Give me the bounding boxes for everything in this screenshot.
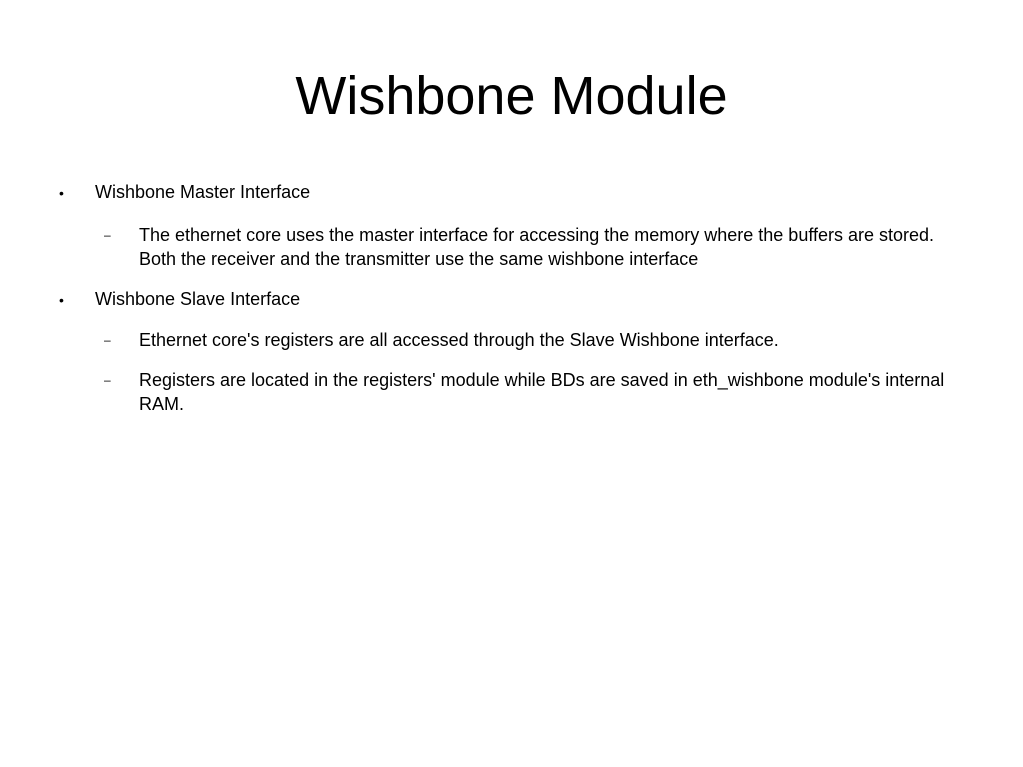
sub-bullet-text: Registers are located in the registers' module while BDs are saved in eth_wishbone module's internal RAM. (139, 370, 945, 414)
slide-title: Wishbone Module (295, 66, 728, 126)
dash-icon: – (104, 373, 111, 387)
bullet-dot-icon: • (59, 185, 64, 201)
sub-bullet-item (0, 368, 1023, 416)
bullet-text: Wishbone Slave Interface (95, 289, 301, 309)
sub-bullet-item (0, 328, 1023, 352)
sub-bullet-item (0, 223, 1023, 271)
slide-body (0, 180, 1023, 416)
bullet-text: Wishbone Master Interface (95, 182, 311, 202)
sub-bullet-text: The ethernet core uses the master interface for accessing the memory where the buffers are stored. Both the receiver and the transmitter use the same wishbone interface (139, 225, 935, 269)
bullet-dot-icon: • (59, 292, 64, 308)
dash-icon: – (104, 228, 111, 242)
bullet-item (0, 180, 1023, 204)
dash-icon: – (104, 333, 111, 347)
bullet-item (0, 287, 1023, 311)
sub-bullet-text: Ethernet core's registers are all accessed through the Slave Wishbone interface. (139, 330, 779, 350)
